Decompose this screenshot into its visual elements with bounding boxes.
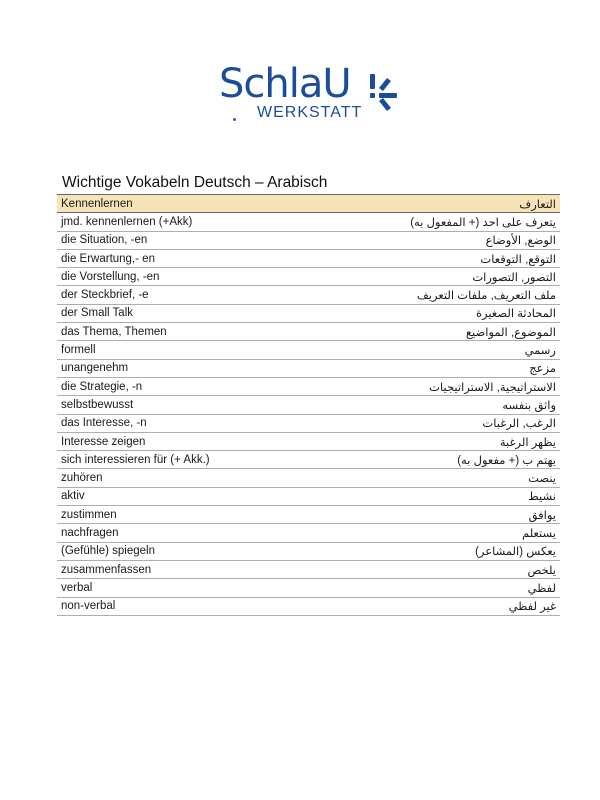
german-term: der Small Talk [57,304,311,322]
arabic-translation: غير لفظي [311,597,560,615]
german-term: der Steckbrief, -e [57,286,311,304]
table-row [57,359,560,377]
arabic-translation: يلخص [311,560,560,578]
german-term: zusammenfassen [57,560,311,578]
arabic-translation: ملف التعريف, ملفات التعريف [311,286,560,304]
arabic-translation: يهتم ب (+ مفعول به) [311,451,560,469]
logo-dot [233,118,236,121]
arabic-translation: المحادثة الصغيرة [311,304,560,322]
table-row [57,487,560,505]
arabic-translation: يستعلم [311,524,560,542]
table-row [57,524,560,542]
german-term: non-verbal [57,597,311,615]
german-term: die Situation, -en [57,231,311,249]
german-term: das Interesse, -n [57,414,311,432]
arabic-translation: نشيط [311,487,560,505]
german-term: verbal [57,579,311,597]
arabic-translation: التوقع, التوقعات [311,249,560,267]
table-row [57,451,560,469]
german-term: die Vorstellung, -en [57,268,311,286]
german-term: die Strategie, -n [57,377,311,395]
arabic-translation: رسمي [311,341,560,359]
table-row [57,377,560,395]
german-term: zuhören [57,469,311,487]
arabic-translation: لفظي [311,579,560,597]
table-row [57,469,560,487]
arabic-translation: واثق بنفسه [311,396,560,414]
header-german: Kennenlernen [57,195,311,213]
arabic-translation: يتعرف على احد (+ المفعول به) [311,213,560,231]
german-term: jmd. kennenlernen (+Akk) [57,213,311,231]
german-term: unangenehm [57,359,311,377]
table-row [57,231,560,249]
arabic-translation: الاستراتيجية, الاستراتيجيات [311,377,560,395]
vocabulary-table [57,194,560,616]
arabic-translation: يوافق [311,506,560,524]
german-term: aktiv [57,487,311,505]
german-term: sich interessieren für (+ Akk.) [57,451,311,469]
german-term: (Gefühle) spiegeln [57,542,311,560]
header-arabic: التعارف [311,195,560,213]
logo-wordmark: SchlaU [219,61,351,107]
table-row [57,249,560,267]
table-row [57,506,560,524]
german-term: nachfragen [57,524,311,542]
arabic-translation: التصور, التصورات [311,268,560,286]
german-term: das Thema, Themen [57,323,311,341]
table-row [57,304,560,322]
arabic-translation: الموضوع, المواضيع [311,323,560,341]
logo-subtitle: WERKSTATT [257,104,363,121]
table-row [57,286,560,304]
schlau-werkstatt-logo [0,62,600,132]
table-row [57,323,560,341]
document-title: Wichtige Vokabeln Deutsch – Arabisch [62,174,328,191]
table-row [57,414,560,432]
german-term: die Erwartung,- en [57,249,311,267]
table-row [57,213,560,231]
table-row [57,597,560,615]
german-term: Interesse zeigen [57,432,311,450]
german-term: selbstbewusst [57,396,311,414]
table-row [57,268,560,286]
arabic-translation: يعكس (المشاعر) [311,542,560,560]
arabic-translation: يظهر الرغبة [311,432,560,450]
arabic-translation: ينصت [311,469,560,487]
arabic-translation: مزعج [311,359,560,377]
arabic-translation: الرغب, الرغبات [311,414,560,432]
table-row [57,560,560,578]
table-row [57,542,560,560]
table-row [57,396,560,414]
table-row [57,432,560,450]
table-header-row [57,195,560,213]
table-row [57,579,560,597]
logo-rays-icon [367,70,401,112]
german-term: formell [57,341,311,359]
table-row [57,341,560,359]
german-term: zustimmen [57,506,311,524]
arabic-translation: الوضع, الأوضاع [311,231,560,249]
